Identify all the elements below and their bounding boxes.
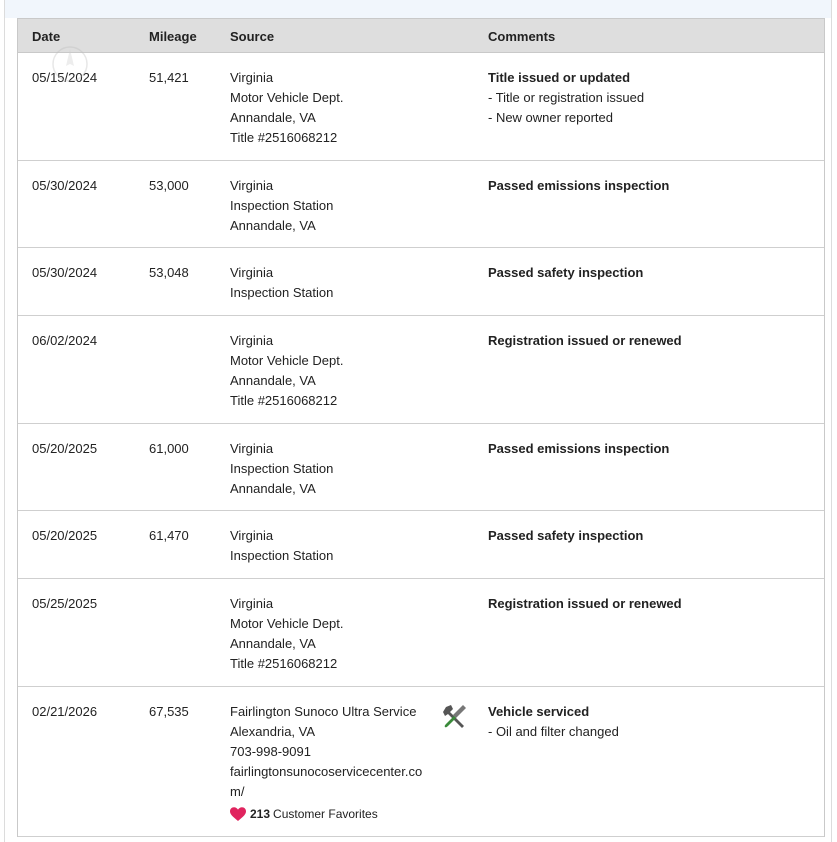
source-line: Annandale, VA bbox=[230, 636, 316, 651]
table-row bbox=[18, 511, 824, 579]
table-row bbox=[18, 687, 824, 837]
comment-title: Registration issued or renewed bbox=[488, 596, 682, 611]
frame-border-right bbox=[831, 0, 832, 842]
source-line: Annandale, VA bbox=[230, 218, 316, 233]
comment-title: Passed emissions inspection bbox=[488, 441, 670, 456]
source-line: Virginia bbox=[230, 528, 274, 543]
source-line: Virginia bbox=[230, 333, 274, 348]
row-comments bbox=[488, 526, 818, 546]
favorites-label: Customer Favorites bbox=[273, 807, 378, 821]
wrench-screwdriver-icon bbox=[442, 703, 468, 735]
row-date: 05/30/2024 bbox=[32, 265, 98, 280]
row-source bbox=[230, 439, 440, 499]
comment-title: Passed safety inspection bbox=[488, 528, 644, 543]
source-line: Virginia bbox=[230, 178, 274, 193]
header-source: Source bbox=[230, 29, 275, 44]
source-line[interactable]: m/ bbox=[230, 784, 245, 799]
table-row bbox=[18, 248, 824, 316]
frame-border-left bbox=[4, 0, 5, 842]
row-comments bbox=[488, 439, 818, 459]
table-row bbox=[18, 161, 824, 248]
comment-title: Registration issued or renewed bbox=[488, 333, 682, 348]
row-mileage: 67,535 bbox=[149, 704, 189, 719]
row-source bbox=[230, 702, 440, 824]
row-date: 05/25/2025 bbox=[32, 596, 98, 611]
row-date: 05/20/2025 bbox=[32, 441, 98, 456]
car-logo-watermark-icon bbox=[50, 44, 90, 84]
row-source bbox=[230, 176, 440, 236]
source-line: Motor Vehicle Dept. bbox=[230, 616, 344, 631]
source-line: Virginia bbox=[230, 70, 274, 85]
source-line: Motor Vehicle Dept. bbox=[230, 90, 344, 105]
row-comments bbox=[488, 594, 818, 614]
source-line: Title #2516068212 bbox=[230, 393, 338, 408]
comment-title: Passed safety inspection bbox=[488, 265, 644, 280]
table-row bbox=[18, 53, 824, 161]
source-line: Title #2516068212 bbox=[230, 656, 338, 671]
heart-icon bbox=[230, 807, 246, 822]
comment-title: Passed emissions inspection bbox=[488, 178, 670, 193]
source-line: Inspection Station bbox=[230, 461, 334, 476]
row-source bbox=[230, 331, 440, 411]
customer-favorites[interactable] bbox=[230, 804, 440, 824]
row-mileage: 51,421 bbox=[149, 70, 189, 85]
favorites-count: 213 bbox=[250, 807, 271, 821]
source-line: Inspection Station bbox=[230, 548, 334, 563]
source-line: Fairlington Sunoco Ultra Service bbox=[230, 704, 417, 719]
source-line: Annandale, VA bbox=[230, 373, 316, 388]
row-comments bbox=[488, 263, 818, 283]
comment-bullet: - New owner reported bbox=[488, 110, 613, 125]
row-date: 02/21/2026 bbox=[32, 704, 98, 719]
source-line[interactable]: fairlingtonsunocoservicecenter.co bbox=[230, 764, 423, 779]
comment-bullet: - Title or registration issued bbox=[488, 90, 645, 105]
source-line: Alexandria, VA bbox=[230, 724, 316, 739]
source-line: Virginia bbox=[230, 441, 274, 456]
row-date: 06/02/2024 bbox=[32, 333, 98, 348]
row-mileage: 61,470 bbox=[149, 528, 189, 543]
source-line: Annandale, VA bbox=[230, 481, 316, 496]
source-line: Virginia bbox=[230, 265, 274, 280]
row-comments bbox=[488, 68, 818, 128]
row-date: 05/30/2024 bbox=[32, 178, 98, 193]
row-source bbox=[230, 263, 440, 303]
table-row bbox=[18, 424, 824, 511]
comment-title: Title issued or updated bbox=[488, 70, 631, 85]
table-row bbox=[18, 316, 824, 424]
row-source bbox=[230, 594, 440, 674]
row-comments bbox=[488, 176, 818, 196]
comment-bullet: - Oil and filter changed bbox=[488, 724, 619, 739]
table-row bbox=[18, 579, 824, 687]
source-line[interactable]: 703-998-9091 bbox=[230, 744, 311, 759]
top-band bbox=[4, 0, 832, 18]
source-line: Title #2516068212 bbox=[230, 130, 338, 145]
table-header bbox=[18, 19, 824, 53]
vehicle-history-table bbox=[17, 18, 825, 837]
row-date: 05/20/2025 bbox=[32, 528, 98, 543]
source-line: Annandale, VA bbox=[230, 110, 316, 125]
header-mileage: Mileage bbox=[149, 29, 197, 44]
row-date: 05/15/2024 bbox=[32, 70, 98, 85]
row-source bbox=[230, 526, 440, 566]
table-body bbox=[18, 53, 824, 837]
source-line: Inspection Station bbox=[230, 198, 334, 213]
row-mileage: 53,000 bbox=[149, 178, 189, 193]
row-mileage: 53,048 bbox=[149, 265, 189, 280]
row-source bbox=[230, 68, 440, 148]
row-comments bbox=[488, 331, 818, 351]
row-comments bbox=[488, 702, 818, 742]
header-date: Date bbox=[32, 29, 61, 44]
row-mileage: 61,000 bbox=[149, 441, 189, 456]
source-line: Virginia bbox=[230, 596, 274, 611]
header-comments: Comments bbox=[488, 29, 556, 44]
source-line: Motor Vehicle Dept. bbox=[230, 353, 344, 368]
comment-title: Vehicle serviced bbox=[488, 704, 590, 719]
source-line: Inspection Station bbox=[230, 285, 334, 300]
